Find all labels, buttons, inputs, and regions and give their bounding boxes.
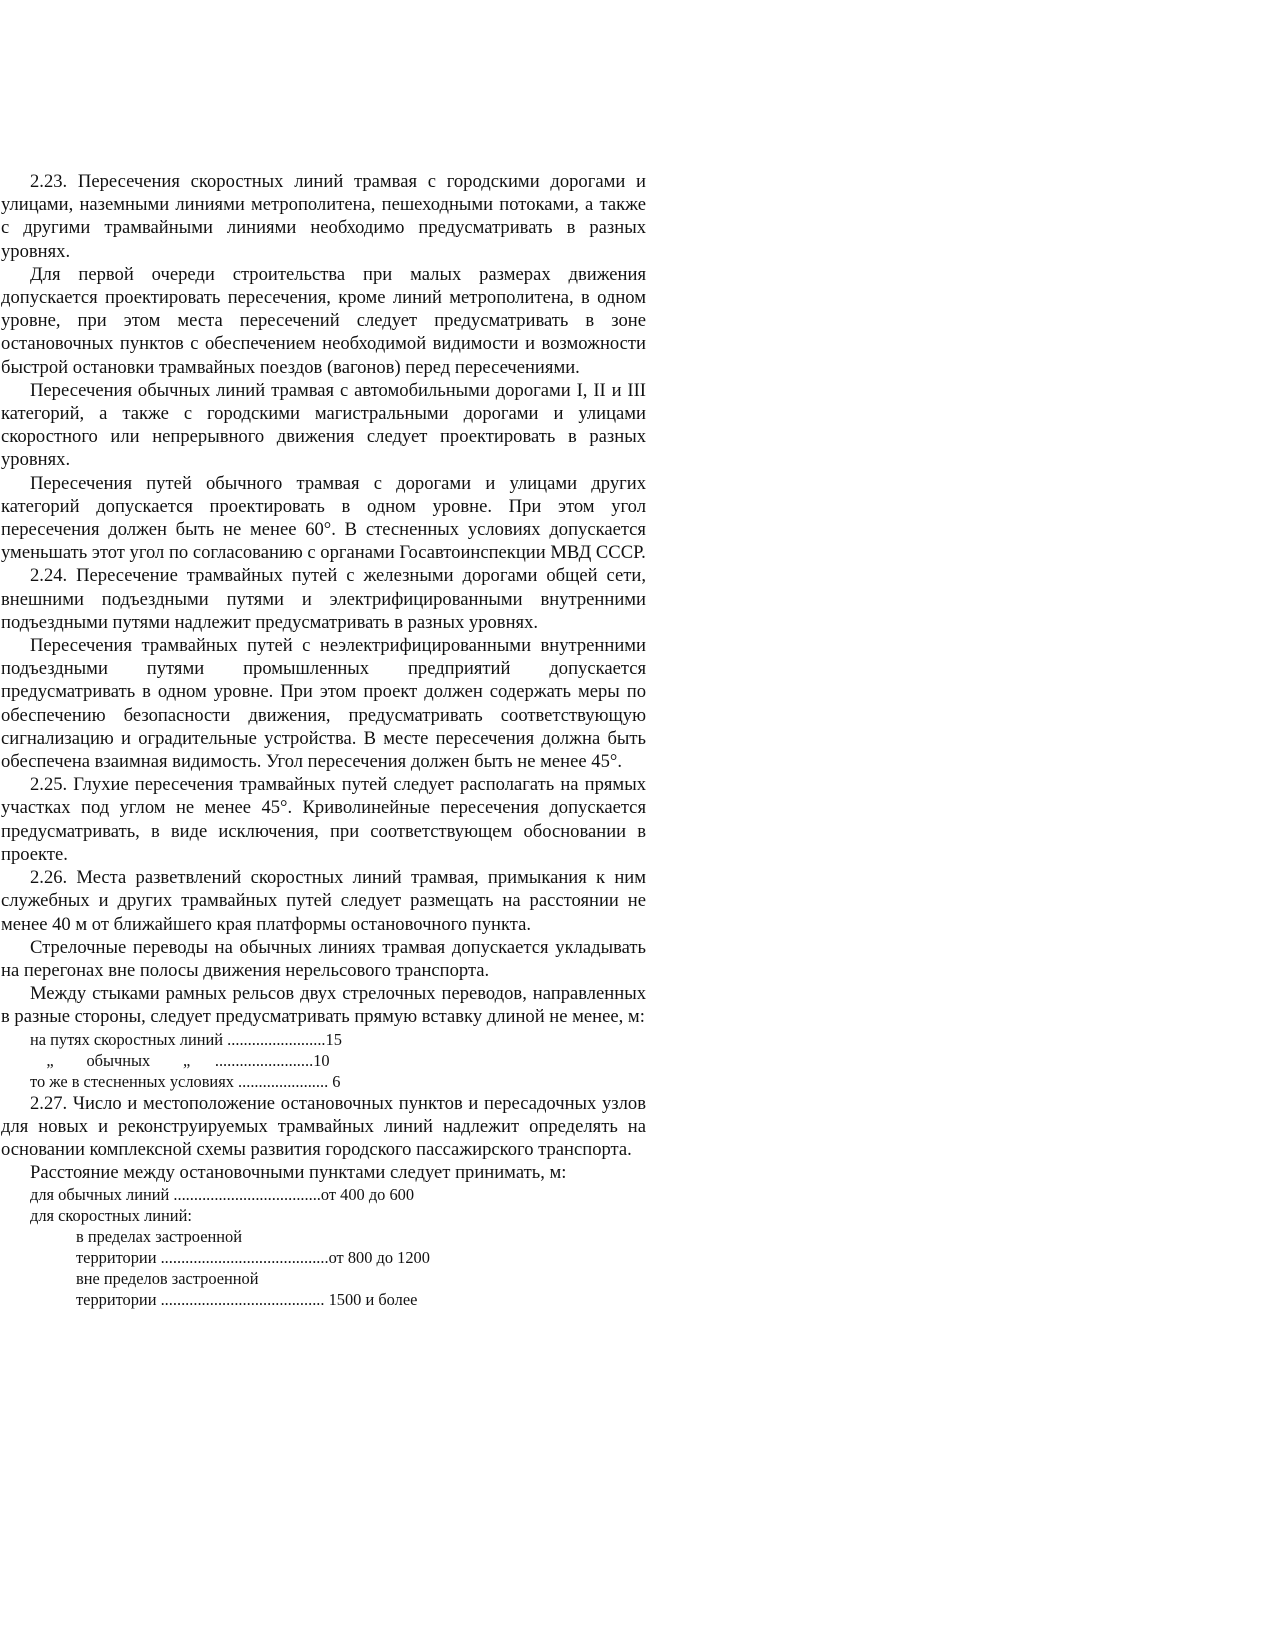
paragraph-switches: Стрелочные переводы на обычных линиях трамвая допускается укладывать на перегонах вне полосы движения нерельсового транспорта.: [1, 936, 646, 981]
list-item: в пределах застроенной: [76, 1227, 242, 1247]
paragraph-2-23: 2.23. Пересечения скоростных линий трамвая с городскими дорогами и улицами, наземными линиями метрополитена, пешеходными потоками, а также с другими трамвайными линиями необходимо предусматривать в разных уровнях.: [1, 171, 646, 262]
list-item: на путях скоростных линий ........................15: [30, 1029, 342, 1049]
list-item: для скоростных линий:: [30, 1206, 192, 1226]
list-item: территории ........................................ 1500 и более: [76, 1290, 418, 1310]
paragraph-2-25: 2.25. Глухие пересечения трамвайных путей следует располагать на прямых участках под углом не менее 45°. Криволинейные пересечения допускается предусматривать, в виде исключения, при соответствующем обосновании в проекте.: [1, 774, 646, 865]
list-item: для обычных линий ....................................от 400 до 600: [30, 1185, 415, 1205]
list-item: „ обычных „ ........................10: [30, 1050, 330, 1070]
paragraph-other-categories: Пересечения путей обычного трамвая с дорогами и улицами других категорий допускается проектировать в одном уровне. При этом угол пересечения должен быть не менее 60°. В стесненных условиях допускается уменьшать этот угол по согласованию с органами Госавтоинспекции МВД СССР.: [1, 472, 646, 564]
paragraph-2-27: 2.27. Число и местоположение остановочных пунктов и пересадочных узлов для новых и реконструируемых трамвайных линий надлежит определять на основании комплексной схемы развития городского пассажирского транспорта.: [1, 1092, 646, 1160]
list-item: территории .........................................от 800 до 1200: [76, 1248, 430, 1268]
stop-distance-list: [1, 1184, 646, 1310]
paragraph-straight-insert: Между стыками рамных рельсов двух стрелочных переводов, направленных в разные стороны, следует предусматривать прямую вставку длиной не менее, м:: [1, 983, 646, 1028]
list-item: то же в стесненных условиях ...................... 6: [30, 1071, 341, 1091]
paragraph-first-stage: Для первой очереди строительства при малых размерах движения допускается проектировать пересечения, кроме линий метрополитена, в одном уровне, при этом места пересечений следует предусматривать в зоне остановочных пунктов с обеспечением необходимой видимости и возможности быстрой остановки трамвайных поездов (вагонов) перед пересечениями.: [1, 263, 646, 378]
paragraph-stop-distance: Расстояние между остановочными пунктами следует принимать, м:: [30, 1162, 567, 1184]
paragraph-ordinary-lines: Пересечения обычных линий трамвая с автомобильными дорогами I, II и III категорий, а также с городскими магистральными дорогами и улицами скоростного или непрерывного движения следует проектировать в разных уровнях.: [1, 379, 646, 471]
document-page: [1, 170, 646, 1310]
paragraph-2-26: 2.26. Места разветвлений скоростных линий трамвая, примыкания к ним служебных и других трамвайных путей следует размещать на расстоянии не менее 40 м от ближайшего края платформы остановочного пункта.: [1, 867, 646, 935]
list-item: вне пределов застроенной: [76, 1269, 259, 1289]
paragraph-2-24: 2.24. Пересечение трамвайных путей с железными дорогами общей сети, внешними подъездными путями и электрифицированными внутренними подъездными путями надлежит предусматривать в разных уровнях.: [1, 565, 646, 633]
insert-length-list: [1, 1029, 646, 1092]
paragraph-non-electrified: Пересечения трамвайных путей с неэлектрифицированными внутренними подъездными путями промышленных предприятий допускается предусматривать в одном уровне. При этом проект должен содержать меры по обеспечению безопасности движения, предусматривать соответствующую сигнализацию и оградительные устройства. В месте пересечения должна быть обеспечена взаимная видимость. Угол пересечения должен быть не менее 45°.: [1, 635, 646, 773]
